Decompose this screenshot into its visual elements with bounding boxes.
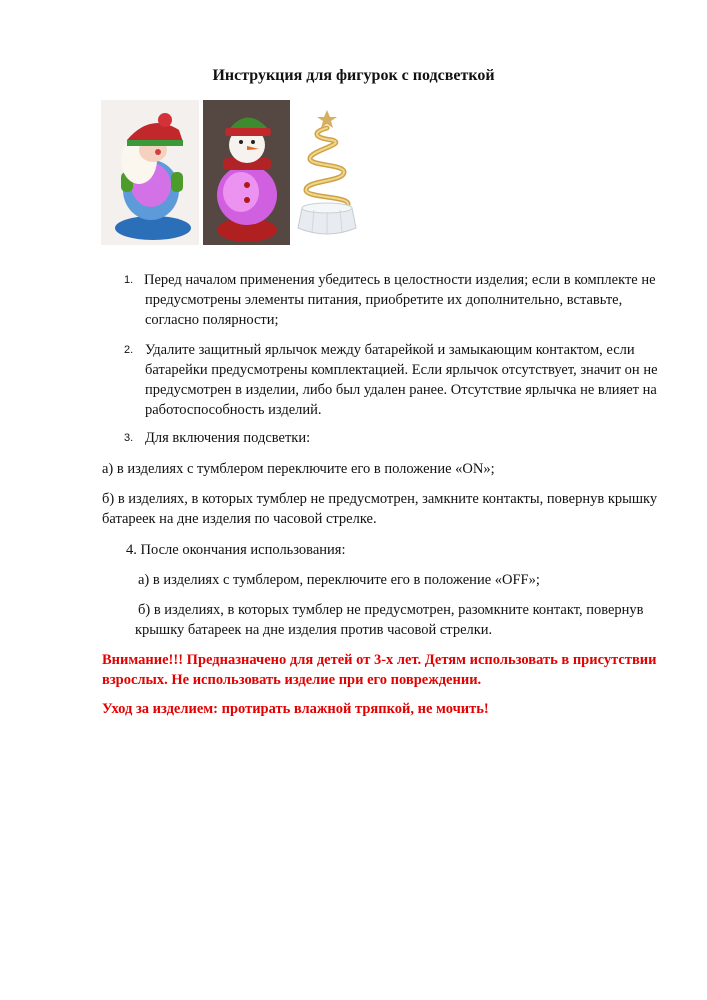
step-2-number: 2. [124, 344, 134, 356]
switch-on-with-toggle: а) в изделиях с тумблером переключите его в положение «ON»; [102, 461, 495, 477]
care-text: Уход за изделием: протирать влажной тряпкой, не мочить! [102, 701, 489, 717]
switch-on-without-toggle: б) в изделиях, в которых тумблер не предусмотрен, замкните контакты, повернув крышку батареек на дне изделия по часовой стрелке. [102, 491, 658, 527]
step-3-number: 3. [124, 432, 134, 444]
spiral-tree-figure-photo [292, 100, 362, 245]
snowman-figure-photo [203, 100, 290, 245]
step-2-text: Удалите защитный ярлычок между батарейкой и замыкающим контактом, если батарейки предусмотрены комплектацией. Если ярлычок отсутствует, значит он не предусмотрен в изделии, либо был удален ранее. Отсутствие ярлычка не влияет на работоспособность изделий. [145, 342, 658, 418]
step-3-text: Для включения подсветки: [145, 430, 311, 446]
warning-text: Внимание!!! Предназначено для детей от 3-х лет. Детям использовать в присутствии взрослых. Не использовать изделие при его повреждении. [102, 652, 657, 688]
after-use-without-toggle: б) в изделиях, в которых тумблер не предусмотрен, разомкните контакт, повернув крышку батареек на дне изделия против часовой стрелки. [135, 602, 644, 638]
after-use-heading: 4. После окончания использования: [126, 542, 346, 558]
step-1-number: 1. [124, 274, 134, 286]
step-1-text: Перед началом применения убедитесь в целостности изделия; если в комплекте не предусмотрены элементы питания, приобретите их дополнительно, вставьте, согласно полярности; [144, 272, 656, 328]
page-title: Инструкция для фигурок с подсветкой [212, 67, 495, 84]
after-use-with-toggle: а) в изделиях с тумблером, переключите его в положение «OFF»; [138, 572, 540, 588]
santa-figure-photo [101, 100, 199, 245]
